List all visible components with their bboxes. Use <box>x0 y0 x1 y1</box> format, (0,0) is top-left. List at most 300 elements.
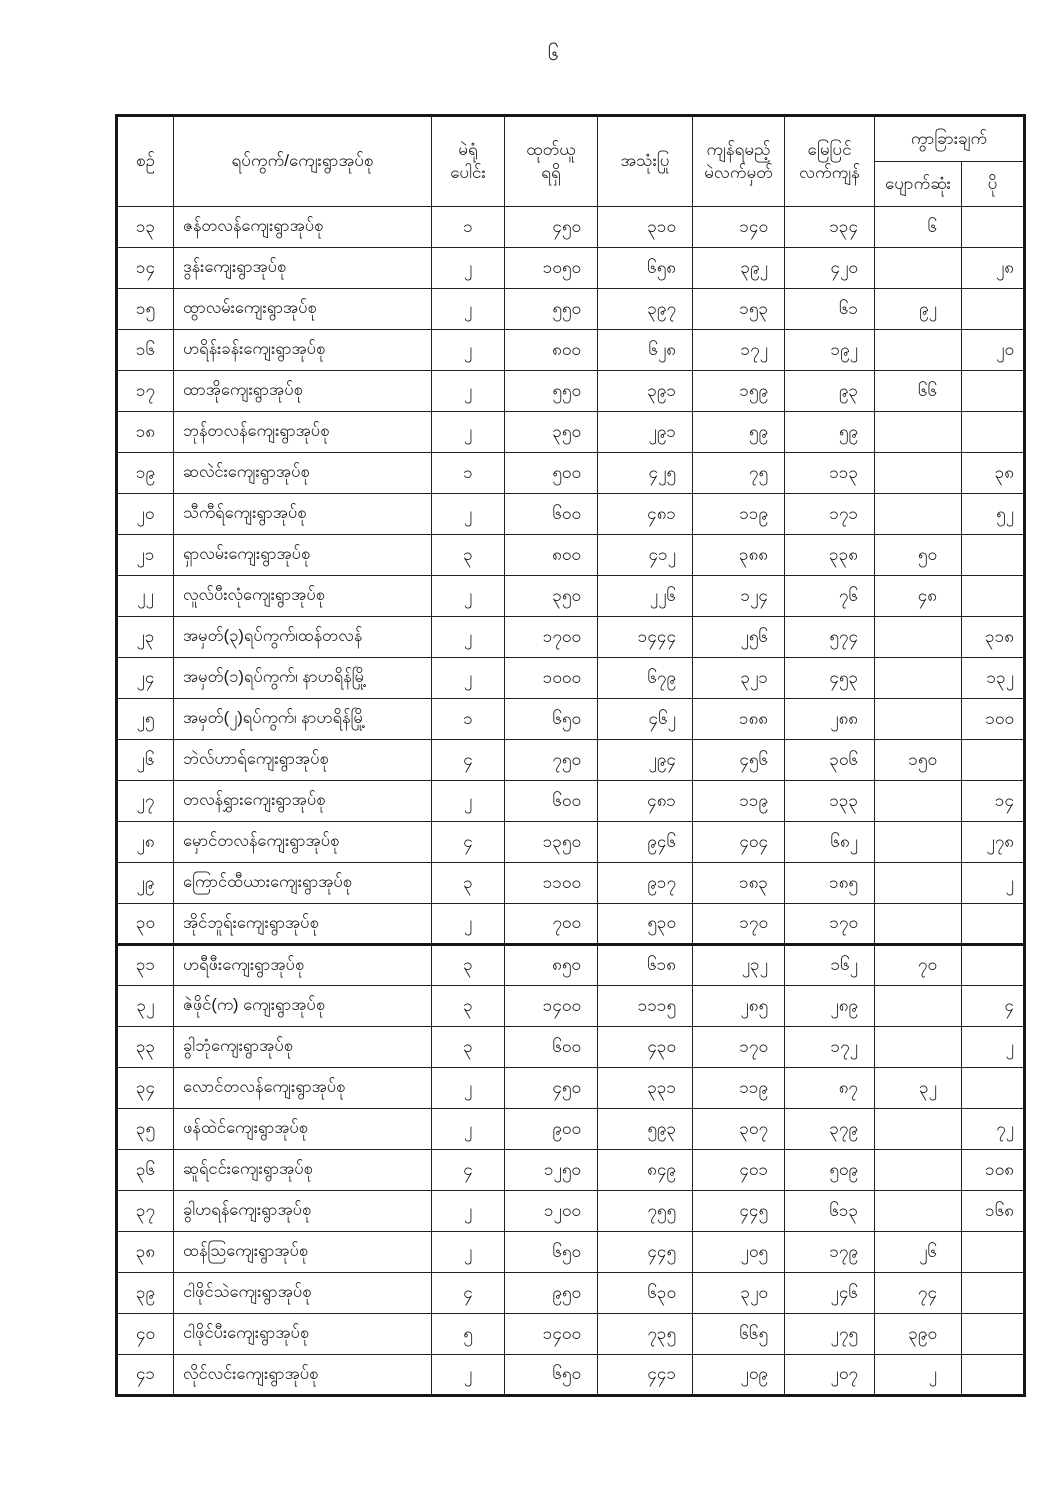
header-difference-label: ကွာခြားချက် <box>910 128 988 148</box>
cell-received: ၇၅၀ <box>505 740 598 781</box>
cell-expected: ၃၂၁ <box>693 658 785 699</box>
cell-expected: ၁၇၀ <box>693 904 785 945</box>
cell-lost <box>875 1150 962 1191</box>
cell-received: ၉၅၀ <box>505 1273 598 1314</box>
cell-stations: ၃ <box>432 535 505 576</box>
cell-extra: ၃၈ <box>962 453 1025 494</box>
cell-used: ၅၉၃ <box>598 1109 693 1150</box>
cell-name: ဇန်တလန်ကျေးရွာအုပ်စု <box>174 207 432 248</box>
cell-used: ၆၂၈ <box>598 330 693 371</box>
cell-name: ထာအိုကျေးရွာအုပ်စု <box>174 371 432 412</box>
cell-used: ၆၅၈ <box>598 248 693 289</box>
cell-extra: ၁၃၂ <box>962 658 1025 699</box>
cell-name: သီကီရ်ကျေးရွာအုပ်စု <box>174 494 432 535</box>
cell-ground: ၁၁၃ <box>785 453 875 494</box>
table-row <box>117 371 1025 412</box>
cell-ground: ၁၇၁ <box>785 494 875 535</box>
cell-name: ဟရီဖီးကျေးရွာအုပ်စု <box>174 945 432 986</box>
cell-stations: ၃ <box>432 863 505 904</box>
cell-ground: ၃၀၆ <box>785 740 875 781</box>
cell-no: ၃၉ <box>117 1273 174 1314</box>
cell-no: ၂၂ <box>117 576 174 617</box>
cell-expected: ၁၁၉ <box>693 781 785 822</box>
table-row <box>117 1232 1025 1273</box>
cell-used: ၃၉၁ <box>598 371 693 412</box>
cell-expected: ၃၉၂ <box>693 248 785 289</box>
cell-ground: ၈၇ <box>785 1068 875 1109</box>
cell-lost <box>875 330 962 371</box>
cell-no: ၃၈ <box>117 1232 174 1273</box>
cell-extra <box>962 1355 1025 1396</box>
cell-ground: ၁၇၉ <box>785 1232 875 1273</box>
cell-received: ၈၅၀ <box>505 945 598 986</box>
header-polling-stations-line1: မဲရုံ <box>458 140 478 160</box>
cell-stations: ၂ <box>432 371 505 412</box>
cell-expected: ၁၇၂ <box>693 330 785 371</box>
cell-no: ၂၄ <box>117 658 174 699</box>
cell-stations: ၁ <box>432 207 505 248</box>
cell-ground: ၇၆ <box>785 576 875 617</box>
cell-expected: ၂၀၅ <box>693 1232 785 1273</box>
cell-received: ၉၀၀ <box>505 1109 598 1150</box>
table-row <box>117 494 1025 535</box>
cell-extra: ၂၈ <box>962 248 1025 289</box>
cell-expected: ၃၂၀ <box>693 1273 785 1314</box>
table-row <box>117 904 1025 945</box>
table-row <box>117 1273 1025 1314</box>
header-used <box>598 116 693 207</box>
cell-stations: ၂ <box>432 617 505 658</box>
cell-lost <box>875 412 962 453</box>
cell-expected: ၁၅၉ <box>693 371 785 412</box>
cell-received: ၈၀၀ <box>505 330 598 371</box>
cell-no: ၄၁ <box>117 1355 174 1396</box>
table-row <box>117 330 1025 371</box>
cell-stations: ၁ <box>432 453 505 494</box>
cell-ground: ၁၉၂ <box>785 330 875 371</box>
cell-stations: ၁ <box>432 699 505 740</box>
cell-received: ၆၅၀ <box>505 699 598 740</box>
cell-extra: ၇၂ <box>962 1109 1025 1150</box>
cell-used: ၄၃၀ <box>598 1027 693 1068</box>
cell-name: လောင်တလန်ကျေးရွာအုပ်စု <box>174 1068 432 1109</box>
cell-name: ခွါဟရန်ကျေးရွာအုပ်စု <box>174 1191 432 1232</box>
header-polling-stations-line2: ပေါင်း <box>450 162 486 182</box>
cell-stations: ၂ <box>432 412 505 453</box>
cell-received: ၁၃၅၀ <box>505 822 598 863</box>
cell-expected: ၃၀၇ <box>693 1109 785 1150</box>
cell-ground: ၁၈၅ <box>785 863 875 904</box>
cell-name: ခွါဘုံကျေးရွာအုပ်စု <box>174 1027 432 1068</box>
cell-used: ၃၃၁ <box>598 1068 693 1109</box>
cell-stations: ၃ <box>432 986 505 1027</box>
cell-stations: ၃ <box>432 1027 505 1068</box>
cell-no: ၃၇ <box>117 1191 174 1232</box>
cell-lost <box>875 822 962 863</box>
table-row <box>117 576 1025 617</box>
table-row <box>117 453 1025 494</box>
table-row <box>117 1191 1025 1232</box>
cell-no: ၁၅ <box>117 289 174 330</box>
table-row <box>117 945 1025 986</box>
cell-extra: ၄ <box>962 986 1025 1027</box>
cell-received: ၁၁၀၀ <box>505 863 598 904</box>
cell-expected: ၅၉ <box>693 412 785 453</box>
cell-extra: ၂၀ <box>962 330 1025 371</box>
cell-received: ၆၀၀ <box>505 1027 598 1068</box>
cell-ground: ၄၂၀ <box>785 248 875 289</box>
cell-name: ဘဲလ်ဟာရ်ကျေးရွာအုပ်စု <box>174 740 432 781</box>
cell-lost <box>875 1027 962 1068</box>
cell-ground: ၁၃၄ <box>785 207 875 248</box>
cell-expected: ၄၀၄ <box>693 822 785 863</box>
cell-name: ဇဲဖိုင်(က) ကျေးရွာအုပ်စု <box>174 986 432 1027</box>
cell-ground: ၂၈၉ <box>785 986 875 1027</box>
cell-received: ၈၀၀ <box>505 535 598 576</box>
cell-stations: ၄ <box>432 822 505 863</box>
cell-used: ၄၆၂ <box>598 699 693 740</box>
cell-received: ၅၀၀ <box>505 453 598 494</box>
cell-name: ဆလဲင်းကျေးရွာအုပ်စု <box>174 453 432 494</box>
cell-used: ၆၃၀ <box>598 1273 693 1314</box>
table-row <box>117 1355 1025 1396</box>
cell-expected: ၁၈၈ <box>693 699 785 740</box>
header-used-label: အသုံးပြု <box>620 151 670 171</box>
cell-no: ၂၀ <box>117 494 174 535</box>
cell-extra <box>962 1232 1025 1273</box>
cell-lost: ၉၂ <box>875 289 962 330</box>
cell-used: ၇၃၅ <box>598 1314 693 1355</box>
cell-lost: ၇၄ <box>875 1273 962 1314</box>
cell-lost <box>875 699 962 740</box>
header-ground-balance-line2: လက်ကျန် <box>799 162 860 182</box>
cell-expected: ၁၁၉ <box>693 1068 785 1109</box>
cell-extra <box>962 207 1025 248</box>
table-row <box>117 1068 1025 1109</box>
table-row <box>117 617 1025 658</box>
cell-stations: ၃ <box>432 945 505 986</box>
cell-received: ၃၅၀ <box>505 576 598 617</box>
cell-ground: ၆၁ <box>785 289 875 330</box>
cell-extra: ၁၀၈ <box>962 1150 1025 1191</box>
cell-lost <box>875 1109 962 1150</box>
cell-ground: ၅၀၉ <box>785 1150 875 1191</box>
cell-received: ၁၇၀၀ <box>505 617 598 658</box>
cell-lost: ၂၆ <box>875 1232 962 1273</box>
cell-name: ရှာလမ်းကျေးရွာအုပ်စု <box>174 535 432 576</box>
header-received <box>505 116 598 207</box>
cell-received: ၅၅၀ <box>505 371 598 412</box>
ballot-summary-table <box>115 114 1026 1397</box>
cell-name: ငါဖိုင်သဲကျေးရွာအုပ်စု <box>174 1273 432 1314</box>
cell-stations: ၂ <box>432 248 505 289</box>
table-row <box>117 740 1025 781</box>
cell-lost: ၆၆ <box>875 371 962 412</box>
cell-lost: ၃၉၀ <box>875 1314 962 1355</box>
header-ward-village-label: ရပ်ကွက်/ကျေးရွာအုပ်စု <box>231 151 374 171</box>
header-difference <box>875 116 1025 162</box>
cell-used: ၄၈၁ <box>598 494 693 535</box>
cell-stations: ၂ <box>432 494 505 535</box>
cell-name: ဆူရ်ငင်းကျေးရွာအုပ်စု <box>174 1150 432 1191</box>
cell-no: ၁၄ <box>117 248 174 289</box>
cell-extra: ၁၆၈ <box>962 1191 1025 1232</box>
table-row <box>117 1027 1025 1068</box>
table-row <box>117 986 1025 1027</box>
cell-stations: ၂ <box>432 576 505 617</box>
cell-name: ဟရိန်းခန်းကျေးရွာအုပ်စု <box>174 330 432 371</box>
header-serial-no-label: စဉ် <box>136 151 155 171</box>
table-row <box>117 863 1025 904</box>
cell-name: အိုင်ဘူရ်းကျေးရွာအုပ်စု <box>174 904 432 945</box>
cell-extra <box>962 535 1025 576</box>
page-number: ၆ <box>547 43 560 65</box>
cell-ground: ၃၃၈ <box>785 535 875 576</box>
cell-received: ၇၀၀ <box>505 904 598 945</box>
cell-expected: ၄၅၆ <box>693 740 785 781</box>
cell-expected: ၂၈၅ <box>693 986 785 1027</box>
cell-stations: ၂ <box>432 1355 505 1396</box>
table-row <box>117 781 1025 822</box>
cell-used: ၂၂၆ <box>598 576 693 617</box>
cell-extra: ၅၂ <box>962 494 1025 535</box>
cell-ground: ၃၇၉ <box>785 1109 875 1150</box>
cell-expected: ၃၈၈ <box>693 535 785 576</box>
header-expected-remaining-line2: မဲလက်မှတ် <box>704 162 773 182</box>
cell-lost <box>875 248 962 289</box>
cell-expected: ၄၀၁ <box>693 1150 785 1191</box>
cell-no: ၃၄ <box>117 1068 174 1109</box>
table-row <box>117 1150 1025 1191</box>
cell-ground: ၆၁၃ <box>785 1191 875 1232</box>
cell-no: ၃၀ <box>117 904 174 945</box>
cell-name: မှောင်တလန်ကျေးရွာအုပ်စု <box>174 822 432 863</box>
cell-extra: ၂ <box>962 1027 1025 1068</box>
cell-ground: ၅၉ <box>785 412 875 453</box>
cell-extra: ၃၁၈ <box>962 617 1025 658</box>
cell-expected: ၆၆၅ <box>693 1314 785 1355</box>
table-row <box>117 1109 1025 1150</box>
cell-ground: ၅၇၄ <box>785 617 875 658</box>
cell-ground: ၁၃၃ <box>785 781 875 822</box>
table-row <box>117 1314 1025 1355</box>
cell-no: ၂၆ <box>117 740 174 781</box>
cell-extra <box>962 412 1025 453</box>
header-polling-stations <box>432 116 505 207</box>
cell-received: ၁၂၅၀ <box>505 1150 598 1191</box>
cell-expected: ၇၅ <box>693 453 785 494</box>
cell-expected: ၂၀၉ <box>693 1355 785 1396</box>
cell-no: ၂၃ <box>117 617 174 658</box>
cell-extra <box>962 1314 1025 1355</box>
cell-used: ၄၄၁ <box>598 1355 693 1396</box>
cell-used: ၈၄၉ <box>598 1150 693 1191</box>
cell-name: ဖန်ထဲင်ကျေးရွာအုပ်စု <box>174 1109 432 1150</box>
cell-expected: ၁၈၃ <box>693 863 785 904</box>
cell-used: ၂၉၁ <box>598 412 693 453</box>
header-expected-remaining <box>693 116 785 207</box>
cell-stations: ၂ <box>432 1191 505 1232</box>
header-extra <box>962 162 1025 207</box>
cell-no: ၁၃ <box>117 207 174 248</box>
cell-expected: ၁၅၃ <box>693 289 785 330</box>
cell-ground: ၂၄၆ <box>785 1273 875 1314</box>
cell-received: ၁၀၀၀ <box>505 658 598 699</box>
cell-received: ၁၀၅၀ <box>505 248 598 289</box>
cell-no: ၄၀ <box>117 1314 174 1355</box>
cell-no: ၃၁ <box>117 945 174 986</box>
header-extra-label: ပို <box>987 173 998 193</box>
table-header <box>117 116 1025 207</box>
table-body <box>117 207 1025 1396</box>
cell-used: ၄၁၂ <box>598 535 693 576</box>
cell-lost: ၄၈ <box>875 576 962 617</box>
cell-received: ၄၅၀ <box>505 207 598 248</box>
cell-used: ၂၉၄ <box>598 740 693 781</box>
cell-name: ငါဖိုင်ပီးကျေးရွာအုပ်စု <box>174 1314 432 1355</box>
cell-no: ၃၅ <box>117 1109 174 1150</box>
cell-lost <box>875 904 962 945</box>
cell-used: ၁၄၄၄ <box>598 617 693 658</box>
cell-used: ၉၄၆ <box>598 822 693 863</box>
cell-used: ၃၉၇ <box>598 289 693 330</box>
header-ward-village <box>174 116 432 207</box>
cell-ground: ၁၇၂ <box>785 1027 875 1068</box>
cell-stations: ၂ <box>432 289 505 330</box>
cell-expected: ၁၄၀ <box>693 207 785 248</box>
cell-name: ဘုန်တလန်ကျေးရွာအုပ်စု <box>174 412 432 453</box>
cell-ground: ၁၆၂ <box>785 945 875 986</box>
cell-no: ၂၅ <box>117 699 174 740</box>
table-row <box>117 535 1025 576</box>
cell-received: ၃၅၀ <box>505 412 598 453</box>
cell-used: ၉၁၇ <box>598 863 693 904</box>
cell-expected: ၁၁၉ <box>693 494 785 535</box>
cell-stations: ၂ <box>432 658 505 699</box>
cell-lost: ၆ <box>875 207 962 248</box>
cell-extra <box>962 1273 1025 1314</box>
cell-lost <box>875 453 962 494</box>
cell-ground: ၄၅၃ <box>785 658 875 699</box>
cell-no: ၃၃ <box>117 1027 174 1068</box>
cell-name: အမှတ်(၁)ရပ်ကွက်၊ နာဟရိန်မြို့ <box>174 658 432 699</box>
cell-lost <box>875 494 962 535</box>
cell-name: လိုင်လင်းကျေးရွာအုပ်စု <box>174 1355 432 1396</box>
table-row <box>117 699 1025 740</box>
cell-name: အမှတ်(၃)ရပ်ကွက်၊ထန်တလန် <box>174 617 432 658</box>
cell-name: ထွာလမ်းကျေးရွာအုပ်စု <box>174 289 432 330</box>
cell-name: ဒွန်းကျေးရွာအုပ်စု <box>174 248 432 289</box>
cell-stations: ၅ <box>432 1314 505 1355</box>
cell-lost <box>875 658 962 699</box>
cell-no: ၂၉ <box>117 863 174 904</box>
cell-extra: ၂ <box>962 863 1025 904</box>
header-lost-label: ပျောက်ဆုံး <box>885 173 951 193</box>
cell-extra <box>962 740 1025 781</box>
cell-ground: ၂၇၅ <box>785 1314 875 1355</box>
cell-stations: ၄ <box>432 1150 505 1191</box>
cell-used: ၆၇၉ <box>598 658 693 699</box>
table-row <box>117 412 1025 453</box>
cell-used: ၄၂၅ <box>598 453 693 494</box>
cell-extra <box>962 1068 1025 1109</box>
cell-name: လူလ်ပီးလုံကျေးရွာအုပ်စု <box>174 576 432 617</box>
cell-received: ၁၂၀၀ <box>505 1191 598 1232</box>
cell-expected: ၁၇၀ <box>693 1027 785 1068</box>
cell-received: ၆၅၀ <box>505 1355 598 1396</box>
cell-extra <box>962 289 1025 330</box>
cell-lost: ၅၀ <box>875 535 962 576</box>
cell-expected: ၄၄၅ <box>693 1191 785 1232</box>
cell-received: ၆၀၀ <box>505 494 598 535</box>
cell-no: ၃၆ <box>117 1150 174 1191</box>
cell-no: ၁၆ <box>117 330 174 371</box>
cell-used: ၃၁၀ <box>598 207 693 248</box>
cell-received: ၄၅၀ <box>505 1068 598 1109</box>
cell-extra: ၁၀၀ <box>962 699 1025 740</box>
cell-stations: ၂ <box>432 781 505 822</box>
cell-name: တလန်ရွှားကျေးရွာအုပ်စု <box>174 781 432 822</box>
table-row <box>117 207 1025 248</box>
cell-used: ၇၅၅ <box>598 1191 693 1232</box>
cell-no: ၁၉ <box>117 453 174 494</box>
cell-used: ၆၁၈ <box>598 945 693 986</box>
cell-extra <box>962 371 1025 412</box>
cell-used: ၅၃၀ <box>598 904 693 945</box>
cell-received: ၆၀၀ <box>505 781 598 822</box>
cell-used: ၁၁၁၅ <box>598 986 693 1027</box>
header-lost <box>875 162 962 207</box>
cell-name: အမှတ်(၂)ရပ်ကွက်၊ နာဟရိန်မြို့ <box>174 699 432 740</box>
cell-name: ထန်သြကျေးရွာအုပ်စု <box>174 1232 432 1273</box>
cell-ground: ၉၃ <box>785 371 875 412</box>
cell-received: ၆၅၀ <box>505 1232 598 1273</box>
cell-received: ၅၅၀ <box>505 289 598 330</box>
cell-ground: ၁၇၀ <box>785 904 875 945</box>
cell-lost: ၁၅၀ <box>875 740 962 781</box>
header-received-line2: ရရှိ <box>541 162 561 182</box>
cell-stations: ၂ <box>432 1068 505 1109</box>
cell-extra: ၂၇၈ <box>962 822 1025 863</box>
cell-lost <box>875 986 962 1027</box>
cell-lost <box>875 617 962 658</box>
cell-expected: ၂၃၂ <box>693 945 785 986</box>
cell-expected: ၂၅၆ <box>693 617 785 658</box>
cell-stations: ၂ <box>432 1109 505 1150</box>
cell-extra: ၁၄ <box>962 781 1025 822</box>
cell-ground: ၂၀၇ <box>785 1355 875 1396</box>
cell-ground: ၂၈၈ <box>785 699 875 740</box>
cell-extra <box>962 904 1025 945</box>
cell-received: ၁၄၀၀ <box>505 1314 598 1355</box>
table-row <box>117 248 1025 289</box>
cell-lost: ၃၂ <box>875 1068 962 1109</box>
table-row <box>117 658 1025 699</box>
cell-stations: ၄ <box>432 740 505 781</box>
header-expected-remaining-line1: ကျန်ရမည့် <box>706 140 771 160</box>
cell-lost: ၂ <box>875 1355 962 1396</box>
cell-lost <box>875 781 962 822</box>
table-row <box>117 289 1025 330</box>
cell-extra <box>962 576 1025 617</box>
header-ground-balance <box>785 116 875 207</box>
table-row <box>117 822 1025 863</box>
cell-no: ၂၁ <box>117 535 174 576</box>
cell-extra <box>962 945 1025 986</box>
cell-stations: ၂ <box>432 330 505 371</box>
cell-no: ၁၇ <box>117 371 174 412</box>
header-serial-no <box>117 116 174 207</box>
